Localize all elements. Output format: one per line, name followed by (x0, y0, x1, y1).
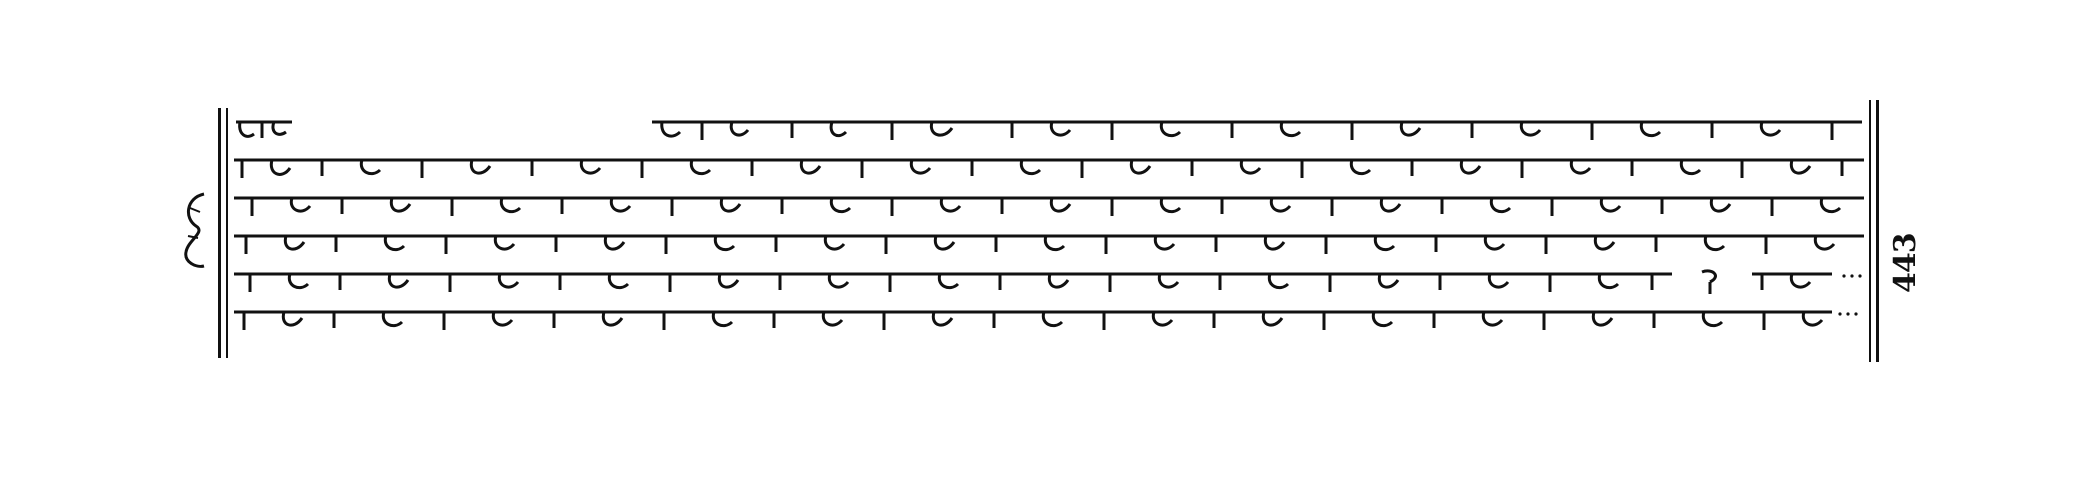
script-line-1 (232, 114, 1867, 144)
left-border-outer (218, 108, 221, 358)
script-line-5 (232, 266, 1867, 296)
script-line-3 (232, 190, 1867, 220)
margin-ornament-icon (176, 188, 212, 272)
script-line-6 (232, 304, 1867, 334)
script-line-2 (232, 152, 1867, 182)
page-number: 443 (1888, 233, 1923, 293)
script-line-4 (232, 228, 1867, 258)
right-border-inner (1869, 100, 1871, 362)
right-border-outer (1876, 100, 1879, 362)
left-border-inner (226, 108, 228, 358)
